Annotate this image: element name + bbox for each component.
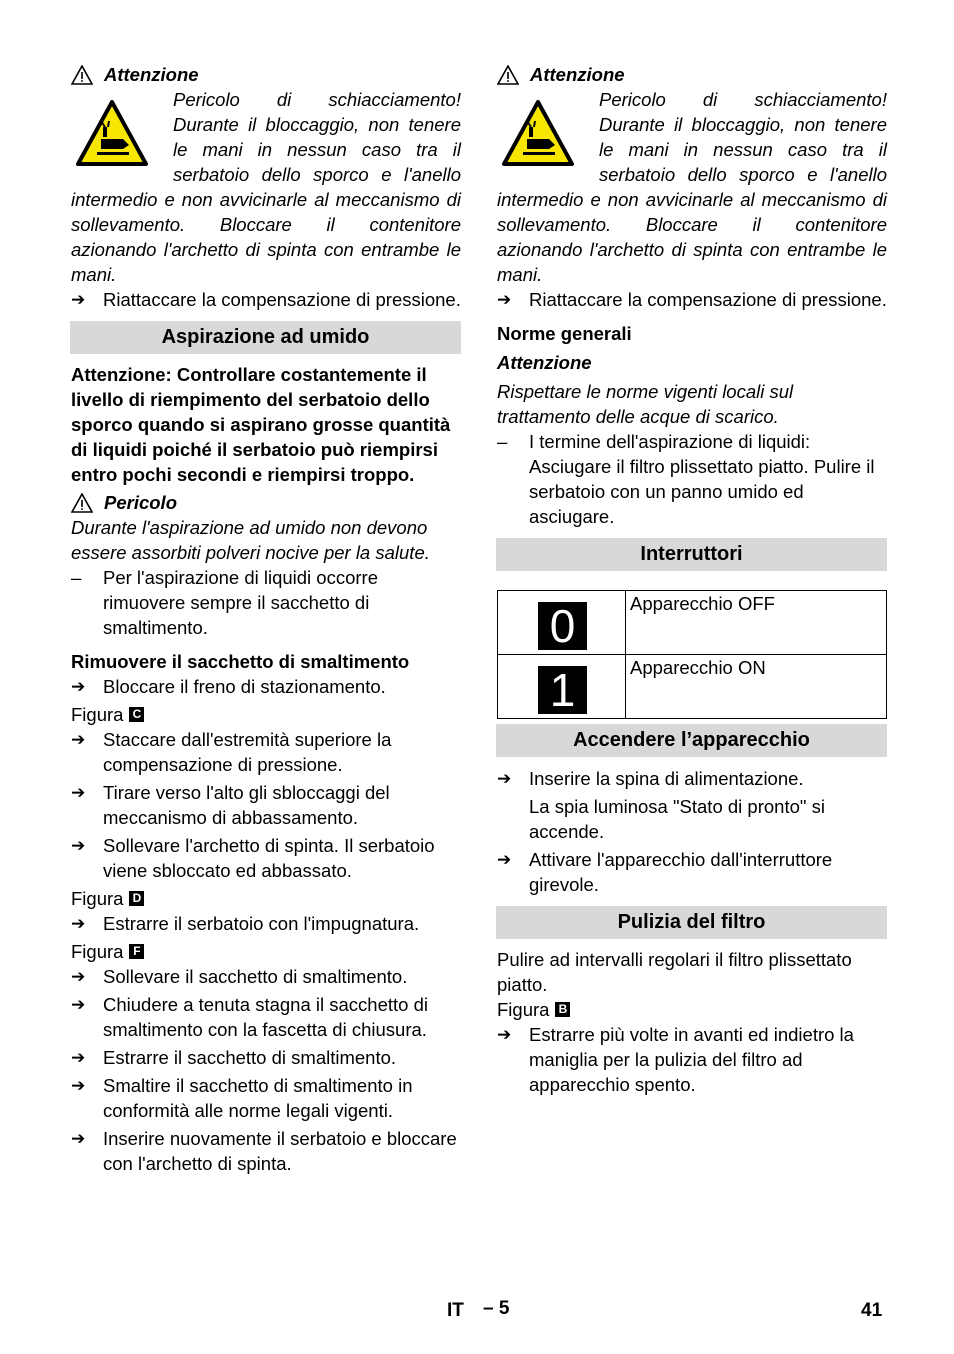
list-item: – I termine dell'aspirazione di liquidi: Asciugare il filtro plissettato piatto. Pulire il serbatoio con un panno umido ed asciugare. — [497, 431, 875, 527]
subheading: Rimuovere il sacchetto di smaltimento — [71, 651, 410, 672]
power-off-symbol-icon: 0 — [538, 602, 587, 650]
hand-crush-warning-icon — [501, 99, 575, 167]
danger-heading — [71, 490, 461, 515]
arrow-icon: ➔ — [71, 967, 86, 986]
attention-title: Attenzione — [497, 352, 592, 373]
arrow-icon: ➔ — [71, 1076, 86, 1095]
figure-ref: Figura B — [497, 997, 887, 1022]
figure-badge: C — [129, 707, 144, 722]
section-heading: Aspirazione ad umido — [70, 321, 461, 354]
footer-language: IT — [447, 1300, 464, 1321]
arrow-icon: ➔ — [71, 730, 86, 749]
switch-label: Apparecchio ON — [626, 655, 887, 719]
table-row — [498, 655, 887, 719]
switch-table — [497, 590, 887, 719]
figure-badge: D — [129, 891, 144, 906]
arrow-icon: ➔ — [71, 290, 86, 309]
arrow-icon: ➔ — [71, 1129, 86, 1148]
warning-triangle-icon — [71, 65, 93, 85]
note-text: La spia luminosa "Stato di pronto" si accende. — [529, 796, 825, 842]
list-item: – Per l'aspirazione di liquidi occorre rimuovere sempre il sacchetto di smaltimento. — [71, 567, 378, 638]
bold-warning: Attenzione: Controllare costantemente il livello di riempimento del serbatoio dello sporco quando si aspirano grosse quantità di liquidi poiché il serbatoio può riempirsi entro pochi secondi e riempirsi troppo. — [71, 364, 451, 485]
page-number: 41 — [861, 1300, 883, 1321]
list-item: ➔ Estrarre il serbatoio con l'impugnatura. — [71, 913, 420, 934]
arrow-icon: ➔ — [71, 914, 86, 933]
figure-ref: Figura C — [71, 702, 461, 727]
right-column — [497, 62, 887, 1097]
figure-badge: B — [555, 1002, 570, 1017]
warning-heading — [497, 62, 887, 87]
section-heading: Accendere l’apparecchio — [496, 724, 887, 757]
hand-crush-warning-icon — [75, 99, 149, 167]
danger-title: Pericolo — [104, 492, 177, 513]
arrow-icon: ➔ — [71, 995, 86, 1014]
switch-label: Apparecchio OFF — [626, 591, 887, 655]
arrow-icon: ➔ — [71, 836, 86, 855]
figure-ref: Figura F — [71, 939, 461, 964]
footer-subpage: – 5 — [483, 1298, 510, 1319]
list-item: ➔ Smaltire il sacchetto di smaltimento in conformità alle norme legali vigenti. — [71, 1075, 413, 1121]
warning-triangle-icon — [71, 493, 93, 513]
danger-text: Durante l'aspirazione ad umido non devono essere assorbiti polveri nocive per la salute. — [71, 517, 430, 563]
arrow-icon: ➔ — [497, 769, 512, 788]
section-heading: Pulizia del filtro — [496, 906, 887, 939]
list-item: ➔ Sollevare il sacchetto di smaltimento. — [71, 966, 408, 987]
warning-triangle-icon — [497, 65, 519, 85]
list-item: ➔ Chiudere a tenuta stagna il sacchetto di smaltimento con la fascetta di chiusura. — [71, 994, 428, 1040]
arrow-icon: ➔ — [497, 850, 512, 869]
list-item: ➔ Estrarre più volte in avanti ed indietro la maniglia per la pulizia del filtro ad apparecchio spento. — [497, 1024, 854, 1095]
list-item: ➔ Riattaccare la compensazione di pressione. — [71, 289, 461, 310]
list-item: ➔ Sollevare l'archetto di spinta. Il serbatoio viene sbloccato ed abbassato. — [71, 835, 435, 881]
figure-ref: Figura D — [71, 886, 461, 911]
left-column — [71, 62, 461, 1176]
arrow-icon: ➔ — [71, 783, 86, 802]
list-item: ➔ Staccare dall'estremità superiore la compensazione di pressione. — [71, 729, 392, 775]
list-item: ➔ Riattaccare la compensazione di pressione. — [497, 289, 887, 310]
arrow-icon: ➔ — [71, 1048, 86, 1067]
arrow-icon: ➔ — [497, 290, 512, 309]
warning-text: Pericolo di schiacciamento! Durante il bloccaggio, non tenere le mani in nessun caso tra il serbatoio dello sporco e l'anello intermedio e non avvicinarle al meccanismo di sollevamento. Bloccare il contenitore azionando l'archetto di spinta con entrambe le mani. — [497, 89, 887, 285]
list-item: ➔ Bloccare il freno di stazionamento. — [71, 676, 386, 697]
table-row — [498, 591, 887, 655]
attention-text: Rispettare le norme vigenti locali sul trattamento delle acque di scarico. — [497, 381, 794, 427]
section-heading: Interruttori — [496, 538, 887, 571]
warning-heading — [71, 62, 461, 87]
filter-text: Pulire ad intervalli regolari il filtro plissettato piatto. — [497, 949, 852, 995]
figure-badge: F — [129, 944, 144, 959]
list-item: ➔ Estrarre il sacchetto di smaltimento. — [71, 1047, 397, 1068]
arrow-icon: ➔ — [71, 677, 86, 696]
subheading: Norme generali — [497, 323, 632, 344]
arrow-icon: ➔ — [497, 1025, 512, 1044]
list-item: ➔ Inserire la spina di alimentazione. — [497, 768, 804, 789]
warning-title: Attenzione — [104, 64, 199, 85]
warning-text: Pericolo di schiacciamento! Durante il bloccaggio, non tenere le mani in nessun caso tra il serbatoio dello sporco e l'anello intermedio e non avvicinarle al meccanismo di sollevamento. Bloccare il contenitore azionando l'archetto di spinta con entrambe le mani. — [71, 89, 461, 285]
warning-title: Attenzione — [530, 64, 625, 85]
list-item: ➔ Inserire nuovamente il serbatoio e bloccare con l'archetto di spinta. — [71, 1128, 457, 1174]
power-on-symbol-icon: 1 — [538, 666, 587, 714]
list-item: ➔ Tirare verso l'alto gli sbloccaggi del meccanismo di abbassamento. — [71, 782, 390, 828]
list-item: ➔ Attivare l'apparecchio dall'interruttore girevole. — [497, 849, 833, 895]
